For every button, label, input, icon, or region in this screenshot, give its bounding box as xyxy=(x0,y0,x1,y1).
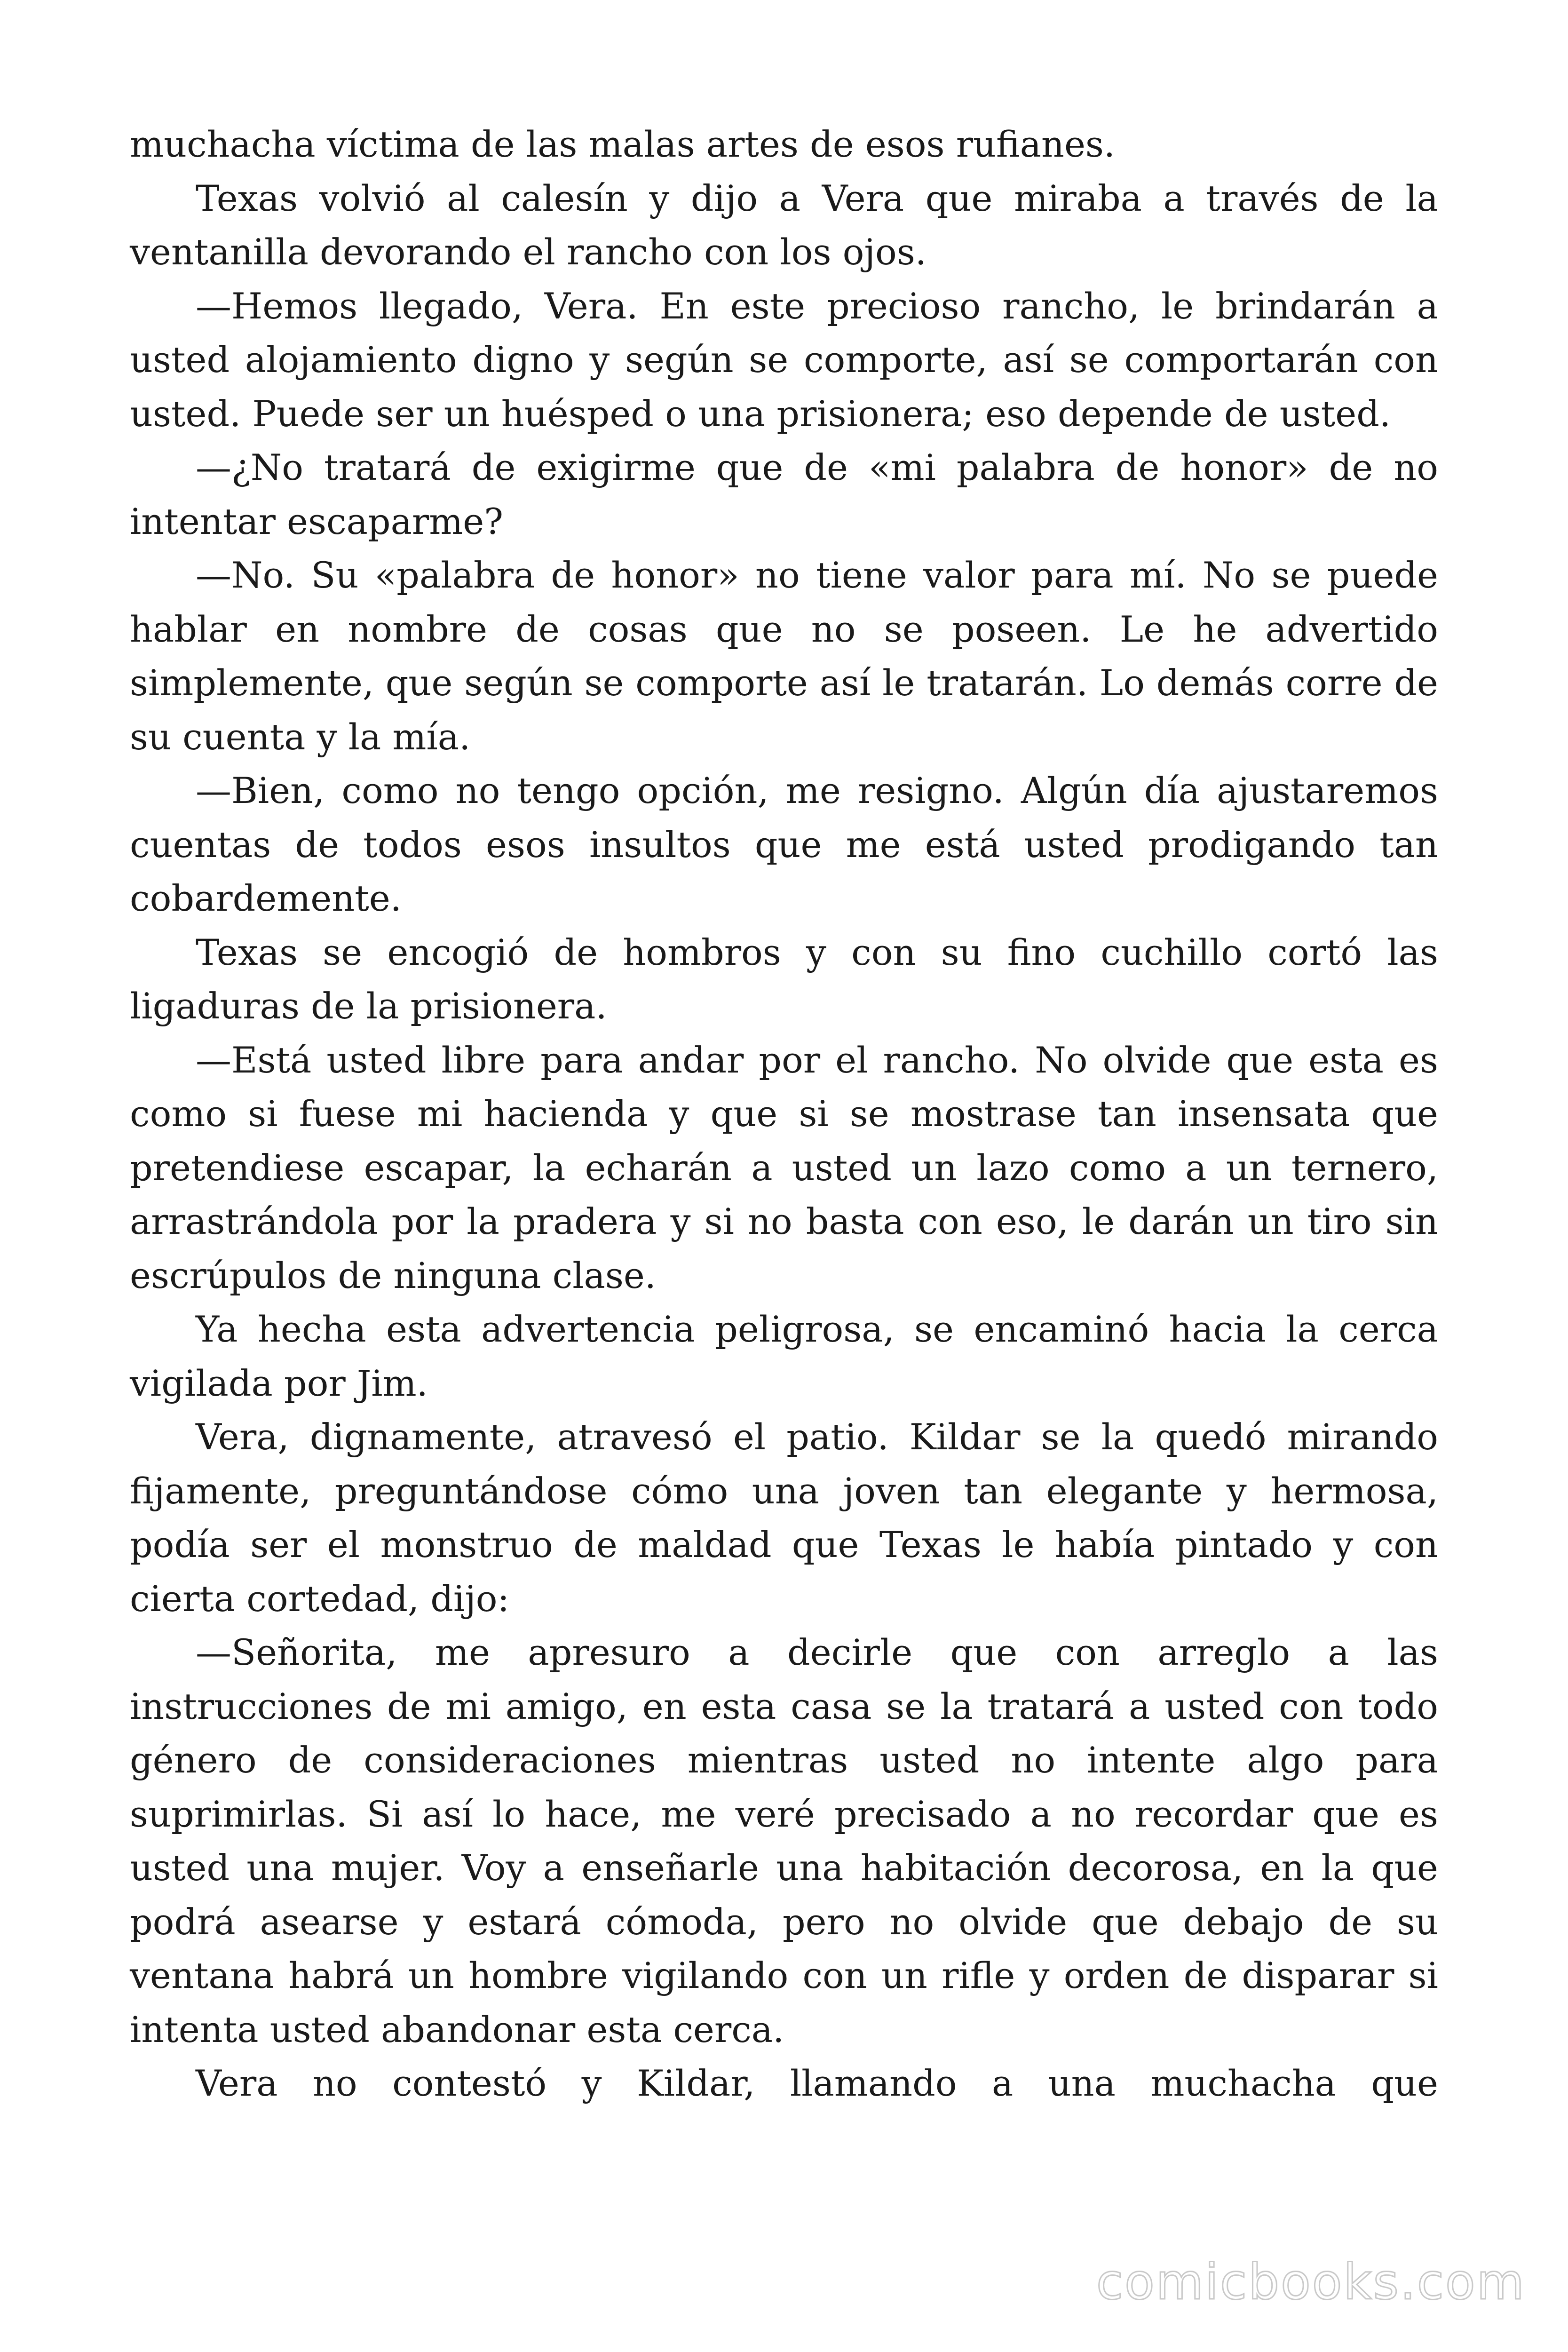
paragraph: —Señorita, me apresuro a decirle que con arreglo a las instrucciones de mi amigo, en esta casa se la tratará a usted con todo género de consideraciones mientras usted no intente algo para suprimirlas. Si así lo hace, me veré precisado a no recordar que es usted una mujer. Voy a enseñarle una habitación decorosa, en la que podrá asearse y estará cómoda, pero no olvide que debajo de su ventana habrá un hombre vigilando con un rifle y orden de disparar si intenta usted abandonar esta cerca. xyxy=(130,1631,1438,2050)
paragraph: Texas se encogió de hombros y con su fino cuchillo cortó las ligaduras de la prisionera. xyxy=(130,931,1438,1027)
paragraph: Ya hecha esta advertencia peligrosa, se encaminó hacia la cerca vigilada por Jim. xyxy=(130,1308,1438,1404)
paragraph: —¿No tratará de exigirme que de «mi palabra de honor» de no intentar escaparme? xyxy=(130,446,1438,542)
paragraph: —Está usted libre para andar por el rancho. No olvide que esta es como si fuese mi hacienda y que si se mostrase tan insensata que pretendiese escapar, la echarán a usted un lazo como a un ternero, arrastrándola por la pradera y si no basta con eso, le darán un tiro sin escrúpulos de ninguna clase. xyxy=(130,1039,1438,1296)
paragraph: Vera no contestó y Kildar, llamando a una muchacha que xyxy=(196,2062,1438,2104)
paragraph: —Hemos llegado, Vera. En este precioso rancho, le brindarán a usted alojamiento digno y según se comporte, así se comportarán con usted. Puede ser un huésped o una prisionera; eso depende de usted. xyxy=(130,285,1438,435)
page-body xyxy=(130,118,1438,2111)
paragraph: —No. Su «palabra de honor» no tiene valor para mí. No se puede hablar en nombre de cosas que no se poseen. Le he advertido simplemente, que según se comporte así le tratarán. Lo demás corre de su cuenta y la mía. xyxy=(130,554,1438,758)
paragraph: Texas volvió al calesín y dijo a Vera que miraba a través de la ventanilla devorando el rancho con los ojos. xyxy=(130,177,1438,273)
watermark: comicbooks.com xyxy=(1096,2253,1526,2311)
paragraph: muchacha víctima de las malas artes de esos rufianes. xyxy=(130,123,1116,165)
paragraph: Vera, dignamente, atravesó el patio. Kildar se la quedó mirando fijamente, preguntándose cómo una joven tan elegante y hermosa, podía ser el monstruo de maldad que Texas le había pintado y con cierta cortedad, dijo: xyxy=(130,1416,1438,1620)
paragraph: —Bien, como no tengo opción, me resigno. Algún día ajustaremos cuentas de todos esos insultos que me está usted prodigando tan cobardemente. xyxy=(130,770,1438,919)
